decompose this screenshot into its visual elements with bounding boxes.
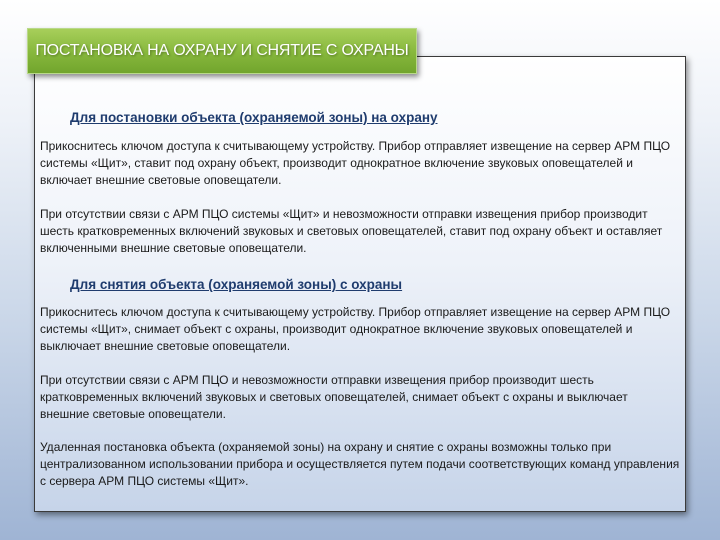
paragraph-disarm-2: При отсутствии связи с АРМ ПЦО и невозможности отправки извещения прибор производит шесть кратковременных включений звуковых и световых оповещателей, снимает объект с охраны и выключает внешние световые оповещатели. bbox=[40, 373, 628, 421]
paragraph-arm-2: При отсутствии связи с АРМ ПЦО системы «Щит» и невозможности отправки извещения прибор производит шесть кратковременных включений звуковых и световых оповещателей, ставит под охрану объект и оставляет включенными внешние световые оповещатели. bbox=[40, 207, 663, 255]
paragraph-arm-1: Прикоснитесь ключом доступа к считывающему устройству. Прибор отправляет извещение на сервер АРМ ПЦО системы «Щит», ставит под охрану объект, производит однократное включение звуковых оповещателей и включает внешние световые оповещатели. bbox=[40, 139, 671, 187]
paragraph-remote: Удаленная постановка объекта (охраняемой зоны) на охрану и снятие с охраны возможны только при централизованном использовании прибора и осуществляется путем подачи соответствующих команд управления с сервера АРМ ПЦО системы «Щит». bbox=[40, 440, 680, 488]
title-banner bbox=[27, 28, 417, 74]
section-heading-disarm: Для снятия объекта (охраняемой зоны) с охраны bbox=[70, 277, 403, 292]
section-heading-arm: Для постановки объекта (охраняемой зоны) на охрану bbox=[70, 110, 438, 125]
page-title: ПОСТАНОВКА НА ОХРАНУ И СНЯТИЕ С ОХРАНЫ bbox=[35, 42, 409, 59]
paragraph-disarm-1: Прикоснитесь ключом доступа к считывающему устройству. Прибор отправляет извещение на сервер АРМ ПЦО системы «Щит», снимает объект с охраны, производит однократное включение звуковых оповещателей и выключает внешние световые оповещатели. bbox=[40, 305, 671, 353]
